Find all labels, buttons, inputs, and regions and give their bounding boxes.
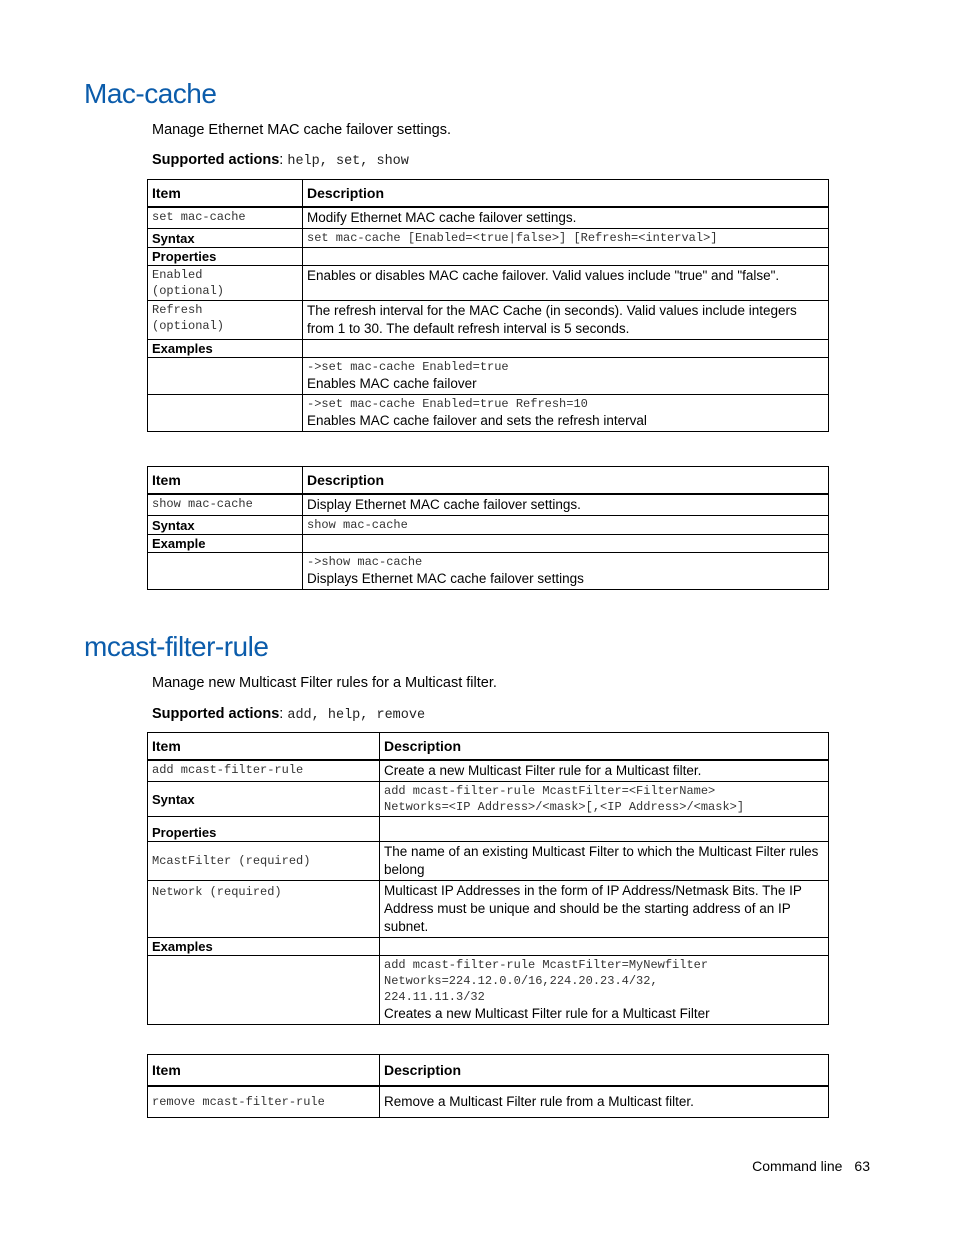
page-footer xyxy=(740,1158,870,1174)
table-row xyxy=(148,358,829,395)
empty-cell xyxy=(380,817,829,842)
table-header-row xyxy=(148,467,829,495)
command-table-remove-mcast-filter-rule xyxy=(147,1054,829,1118)
table-row xyxy=(148,340,829,358)
syntax-value: set mac-cache [Enabled=<true|false>] [Refresh=<interval>] xyxy=(303,229,829,248)
properties-label: Properties xyxy=(148,817,380,842)
syntax-label: Syntax xyxy=(148,782,380,817)
command-name: show mac-cache xyxy=(148,494,303,516)
supported-actions-list: add, help, remove xyxy=(287,708,426,723)
command-name: set mac-cache xyxy=(148,207,303,229)
table-row xyxy=(148,938,829,956)
table-row xyxy=(148,301,829,340)
examples-label: Examples xyxy=(148,938,380,956)
table-row xyxy=(148,1086,829,1118)
command-name: add mcast-filter-rule xyxy=(148,760,380,782)
example-command: ->show mac-cache xyxy=(307,555,423,569)
empty-cell xyxy=(303,248,829,266)
command-description: Display Ethernet MAC cache failover settings. xyxy=(303,494,829,516)
table-row xyxy=(148,842,829,881)
header-item: Item xyxy=(148,1055,380,1087)
table-row xyxy=(148,229,829,248)
empty-cell xyxy=(148,956,380,1025)
property-description: Enables or disables MAC cache failover. Valid values include "true" and "false". xyxy=(303,266,829,301)
command-table-set-mac-cache xyxy=(147,179,829,432)
properties-label: Properties xyxy=(148,248,303,266)
property-description: The refresh interval for the MAC Cache (in seconds). Valid values include integers from 1 to 30. The default refresh interval is 5 seconds. xyxy=(303,301,829,340)
example-command: ->set mac-cache Enabled=true xyxy=(307,360,509,374)
example-cell xyxy=(303,358,829,395)
property-name-line: (optional) xyxy=(152,284,225,298)
syntax-line: add mcast-filter-rule McastFilter=<FilterName> xyxy=(384,784,716,798)
syntax-line: Networks=<IP Address>/<mask>[,<IP Address>/<mask>] xyxy=(384,800,745,814)
example-cell xyxy=(303,395,829,432)
section-intro: Manage new Multicast Filter rules for a Multicast filter. xyxy=(152,675,497,691)
property-name xyxy=(148,301,303,340)
empty-cell xyxy=(148,553,303,590)
command-name: remove mcast-filter-rule xyxy=(148,1086,380,1118)
table-row xyxy=(148,782,829,817)
example-command-line: add mcast-filter-rule McastFilter=MyNewfilter xyxy=(384,958,709,972)
section-title-mcast-filter-rule: mcast-filter-rule xyxy=(84,631,269,662)
property-name: Network (required) xyxy=(148,881,380,938)
example-description: Enables MAC cache failover and sets the refresh interval xyxy=(307,413,647,428)
property-name-line: Enabled xyxy=(152,268,203,282)
property-description: Multicast IP Addresses in the form of IP Address/Netmask Bits. The IP Address must be unique and should be the starting address of an IP subnet. xyxy=(380,881,829,938)
table-row xyxy=(148,248,829,266)
header-item: Item xyxy=(148,467,303,495)
syntax-value: show mac-cache xyxy=(303,516,829,535)
command-table-add-mcast-filter-rule xyxy=(147,732,829,1025)
table-row xyxy=(148,553,829,590)
command-description: Modify Ethernet MAC cache failover settings. xyxy=(303,207,829,229)
header-item: Item xyxy=(148,180,303,208)
header-description: Description xyxy=(380,1055,829,1087)
syntax-value xyxy=(380,782,829,817)
table-row xyxy=(148,956,829,1025)
table-row xyxy=(148,760,829,782)
empty-cell xyxy=(303,535,829,553)
property-name: McastFilter (required) xyxy=(148,842,380,881)
example-command-line: Networks=224.12.0.0/16,224.20.23.4/32, xyxy=(384,974,658,988)
header-description: Description xyxy=(303,467,829,495)
example-description: Enables MAC cache failover xyxy=(307,376,477,391)
example-description: Displays Ethernet MAC cache failover settings xyxy=(307,571,584,586)
table-header-row xyxy=(148,733,829,761)
table-header-row xyxy=(148,180,829,208)
supported-actions-label: Supported actions xyxy=(152,706,280,722)
property-name-line: Refresh xyxy=(152,303,203,317)
command-description: Create a new Multicast Filter rule for a Multicast filter. xyxy=(380,760,829,782)
example-cell xyxy=(380,956,829,1025)
command-table-show-mac-cache xyxy=(147,466,829,590)
header-description: Description xyxy=(303,180,829,208)
table-row xyxy=(148,817,829,842)
supported-actions-label: Supported actions xyxy=(152,152,280,168)
table-row xyxy=(148,395,829,432)
page-number: 63 xyxy=(854,1158,870,1174)
table-row xyxy=(148,881,829,938)
syntax-label: Syntax xyxy=(148,516,303,535)
empty-cell xyxy=(303,340,829,358)
empty-cell xyxy=(148,395,303,432)
table-row xyxy=(148,535,829,553)
header-description: Description xyxy=(380,733,829,761)
example-command: ->set mac-cache Enabled=true Refresh=10 xyxy=(307,397,588,411)
example-description: Creates a new Multicast Filter rule for a Multicast Filter xyxy=(384,1006,710,1021)
table-row xyxy=(148,516,829,535)
section-intro: Manage Ethernet MAC cache failover settings. xyxy=(152,122,452,138)
supported-actions: Supported actions: help, set, show xyxy=(152,152,409,169)
table-row xyxy=(148,207,829,229)
table-row xyxy=(148,494,829,516)
supported-actions-list: help, set, show xyxy=(287,154,409,169)
property-name xyxy=(148,266,303,301)
table-row xyxy=(148,266,829,301)
command-description: Remove a Multicast Filter rule from a Multicast filter. xyxy=(380,1086,829,1118)
syntax-label: Syntax xyxy=(148,229,303,248)
table-header-row xyxy=(148,1055,829,1087)
example-command-line: 224.11.11.3/32 xyxy=(384,990,485,1004)
supported-actions: Supported actions: add, help, remove xyxy=(152,706,426,723)
example-label: Example xyxy=(148,535,303,553)
footer-section: Command line xyxy=(752,1158,843,1174)
example-cell xyxy=(303,553,829,590)
examples-label: Examples xyxy=(148,340,303,358)
header-item: Item xyxy=(148,733,380,761)
property-description: The name of an existing Multicast Filter to which the Multicast Filter rules belong xyxy=(380,842,829,881)
property-name-line: (optional) xyxy=(152,319,225,333)
empty-cell xyxy=(148,358,303,395)
section-title-mac-cache: Mac-cache xyxy=(84,78,217,109)
empty-cell xyxy=(380,938,829,956)
